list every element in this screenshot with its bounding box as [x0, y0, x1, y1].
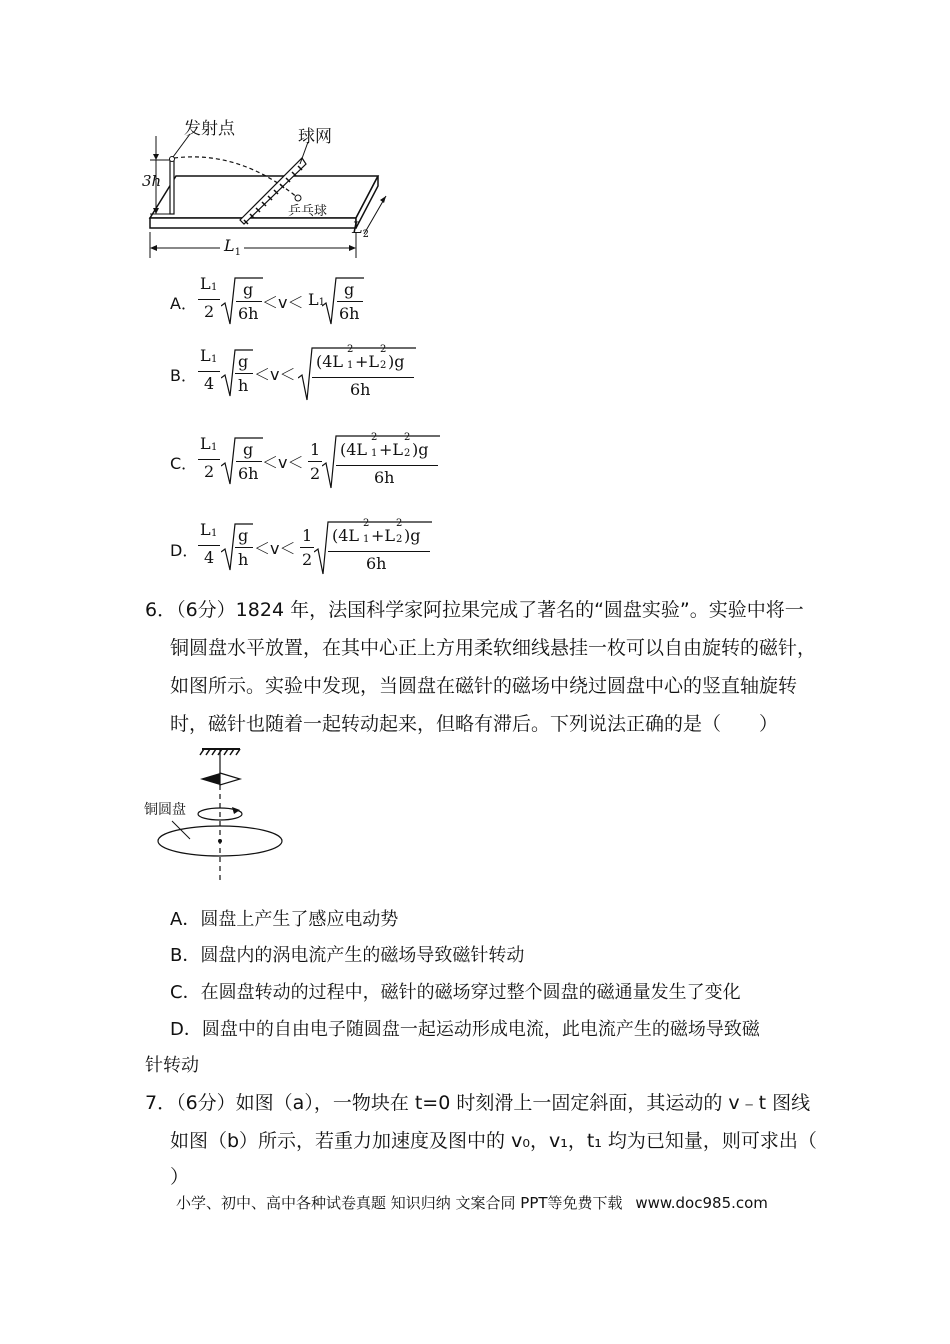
ball-label: 乒乓球: [288, 204, 328, 219]
option-a-letter[interactable]: A．: [170, 294, 197, 313]
q6-line-1: 6．（6分）1824 年，法国科学家阿拉果完成了著名的“圆盘实验”。实验中将一: [145, 599, 804, 621]
q6-option-d[interactable]: D．圆盘中的自由电子随圆盘一起运动形成电流，此电流产生的磁场导致磁: [170, 1019, 760, 1040]
ping-pong-figure: [140, 112, 390, 262]
q7-line-3: ）: [170, 1166, 190, 1188]
option-d-formula: L 1 4 g h ＜v＜ 1 2 (4L 2 1 +L 2 2 )g 6h: [198, 518, 433, 578]
option-c-formula: L 1 2 g 6h ＜v＜ 1 2 (4L 2 1 +L 2 2 )g 6h: [198, 432, 443, 492]
height-label: 3h: [142, 172, 162, 190]
footer: [176, 1192, 768, 1213]
magnet-south: [220, 773, 240, 785]
net-label: 球网: [298, 127, 332, 147]
q6-line-2: 铜圆盘水平放置，在其中心正上方用柔软细线悬挂一枚可以自由旋转的磁针，: [170, 637, 817, 659]
footer-url[interactable]: www.doc985.com: [635, 1194, 768, 1212]
q6-option-a[interactable]: A．圆盘上产生了感应电动势: [170, 909, 399, 930]
option-b-formula: L 1 4 g h ＜v＜ (4L 2 1 +L 2 2 )g 6h: [198, 344, 418, 404]
magnet-north: [200, 773, 220, 785]
q7-line-1: 7．（6分）如图（a），一物块在 t=0 时刻滑上一固定斜面，其运动的 v﹣t 图线: [145, 1092, 811, 1114]
launch-point-label: 发射点: [184, 119, 235, 139]
option-d-letter[interactable]: D．: [170, 541, 199, 560]
table-edge: [150, 218, 356, 228]
footer-text: 小学、初中、高中各种试卷真题 知识归纳 文案合同 PPT等免费下载: [176, 1194, 623, 1212]
q6-line-4: 时，磁针也随着一起转动起来，但略有滞后。下列说法正确的是（ ）: [170, 713, 779, 735]
copper-disk-figure: [140, 745, 290, 880]
launch-post: [170, 160, 174, 214]
q6-option-d-continued: 针转动: [145, 1055, 199, 1076]
copper-disk-label: 铜圆盘: [144, 802, 186, 818]
q6-line-3: 如图所示。实验中发现，当圆盘在磁针的磁场中绕过圆盘中心的竖直轴旋转: [170, 675, 798, 697]
option-b-letter[interactable]: B．: [170, 366, 197, 385]
option-a-formula: L 1 2 g 6h ＜v＜ L1 g 6h: [198, 274, 368, 330]
L2-label: $L_2$: [352, 218, 369, 241]
q7-line-2: 如图（b）所示，若重力加速度及图中的 v₀，v₁，t₁ 均为已知量，则可求出（: [170, 1130, 817, 1152]
option-c-letter[interactable]: C．: [170, 454, 198, 473]
q6-option-c[interactable]: C．在圆盘转动的过程中，磁针的磁场穿过整个圆盘的磁通量发生了变化: [170, 982, 741, 1003]
q6-option-b[interactable]: B．圆盘内的涡电流产生的磁场导致磁针转动: [170, 945, 525, 966]
L1-label: $L_1$: [224, 236, 241, 259]
